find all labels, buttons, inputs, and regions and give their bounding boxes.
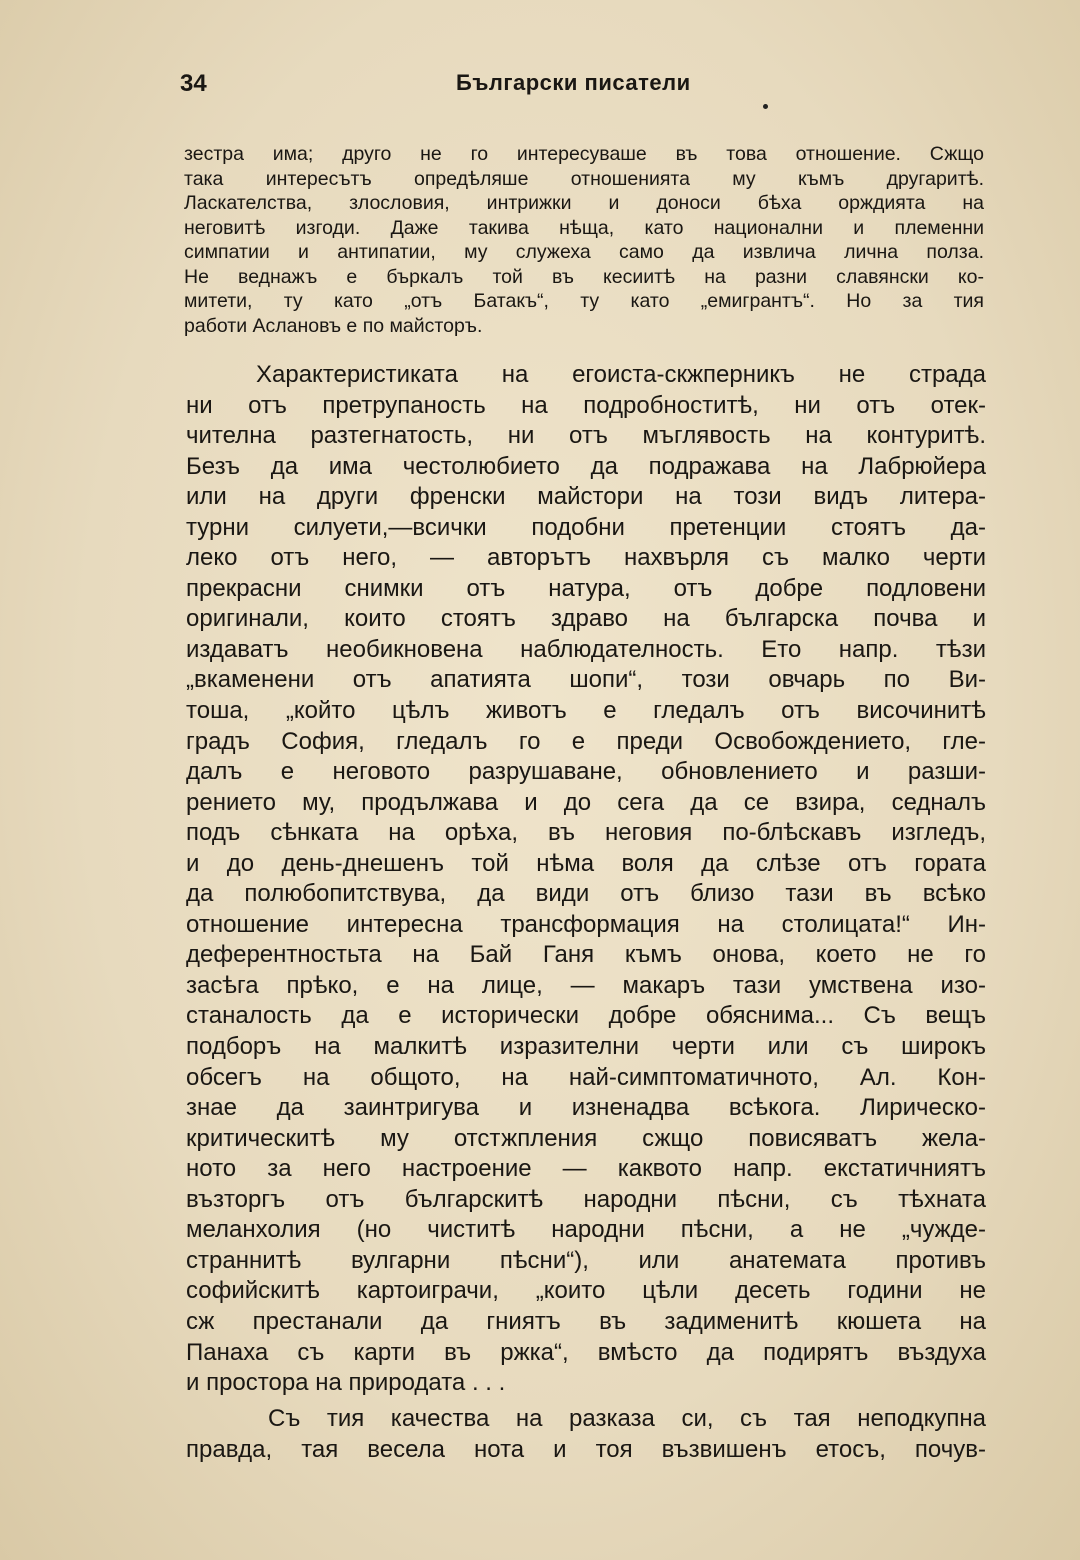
quote-line: Не веднажъ е бъркалъ той въ кесиитѣ на разни славянски ко- [184,265,984,288]
paragraph-line: обсегъ на общото, на най-симптоматичното, Ал. Кон- [186,1063,986,1091]
quote-line: симпатии и антипатии, му служеха само да извлича лична полза. [184,241,984,263]
paragraph-line: да полюбопитствува, да види отъ близо тази въ всѣко [186,880,986,908]
paragraph-line: подборъ на малкитѣ изразителни черти или съ широкъ [186,1033,986,1061]
paragraph-line: турни силуети,—всички подобни претенции стоятъ да- [186,513,986,541]
paragraph-line: градъ София, гледалъ го е преди Освобождението, гле- [186,727,986,755]
running-title: Български писатели [456,70,691,95]
paragraph-line: далъ е неговото разрушаване, обновлението и разши- [186,758,986,786]
paragraph-line: софийскитѣ картоиграчи, „които цѣли десеть години не [186,1277,986,1305]
quote-line: работи Аслановъ е по майсторъ. [184,314,483,337]
paragraph-line: и простора на природата . . . [186,1369,506,1397]
paragraph-line: тоша, „който цѣлъ животъ е гледалъ отъ височинитѣ [186,697,986,725]
paragraph-line: и до день-днешенъ той нѣма воля да слѣзе отъ гората [186,849,986,877]
quote-line: митети, ту като „отъ Батакъ“, ту като „емигрантъ“. Но за тия [184,290,984,312]
paragraph-line: ното за него настроение — каквото напр. екстатичниятъ [186,1155,986,1183]
paragraph-line: критическитѣ му отстжпления сжщо повисяватъ жела- [186,1124,986,1152]
paragraph-line: правда, тая весела нота и тоя възвишенъ етосъ, почув- [186,1435,986,1463]
paragraph-line: издаватъ необикновена наблюдателность. Ето напр. тѣзи [186,635,986,663]
paragraph-line: сж престанали да гниятъ въ задименитѣ кюшета на [186,1307,986,1335]
quote-line: зестра има; друго не го интересуваше въ това отношение. Сжщо [184,143,984,165]
paragraph-line: страннитѣ вулгарни пѣсни“), или анатемата противъ [186,1246,986,1274]
paragraph-line: отношение интересна трансформация на столицата!“ Ин- [186,910,986,938]
paragraph-line: чителна разтегнатость, ни отъ мъглявость на контуритѣ. [186,422,986,450]
ink-dot [763,104,768,109]
paragraph-line: оригинали, които стоятъ здраво на българска почва и [186,605,986,633]
paragraph-line: Характеристиката на егоиста-скжперникъ не страда [256,361,986,388]
paragraph-line: Безъ да има честолюбието да подражава на Лабрюйера [186,452,986,480]
quote-line: Ласкателства, злословия, интрижки и доноси бѣха орждията на [184,192,984,214]
paragraph-line: „вкаменени отъ апатията шопи“, този овчарь по Ви- [186,666,986,694]
page-header [180,70,980,104]
paragraph-line: възторгъ отъ българскитѣ народни пѣсни, съ тѣхната [186,1185,986,1213]
paragraph-line: или на други френски майстори на този видъ литера- [186,483,986,511]
paragraph-line: знае да заинтригува и изненадва всѣкога. Лирическо- [186,1094,986,1122]
paragraph-characterization [186,360,986,1399]
paragraph-line: Съ тия качества на разказа си, съ тая неподкупна [268,1405,986,1432]
paragraph-line: рението му, продължава и до сега да се взира, седналъ [186,788,986,816]
paragraph-line: подъ сѣнката на орѣха, въ неговия по-блѣскавъ изгледъ, [186,819,986,847]
paragraph-line: Панаха съ карти въ ржка“, вмѣсто да подирятъ въздуха [186,1338,986,1366]
paragraph-line: деферентностьта на Бай Ганя къмъ онова, което не го [186,941,986,969]
paragraph-line: засѣга прѣко, е на лице, — макаръ тази умствена изо- [186,971,986,999]
paragraph-line: прекрасни снимки отъ натура, отъ добре подловени [186,574,986,602]
paragraph-line: станалость да е исторически добре обяснима... Съ вещъ [186,1002,986,1030]
quote-line: така интересътъ опредѣляше отношенията му къмъ другаритѣ. [184,167,984,190]
paragraph-line: ни отъ претрупаность на подробноститѣ, ни отъ отек- [186,391,986,419]
paragraph-qualities [186,1404,986,1465]
page-number: 34 [180,70,207,97]
paragraph-line: леко отъ него, — авторътъ нахвърля съ малко черти [186,544,986,572]
quote-line: неговитѣ изгоди. Даже такива нѣща, като национални и племенни [184,216,984,239]
quote-block [184,142,984,338]
paragraph-line: меланхолия (но чиститѣ народни пѣсни, а не „чужде- [186,1216,986,1244]
